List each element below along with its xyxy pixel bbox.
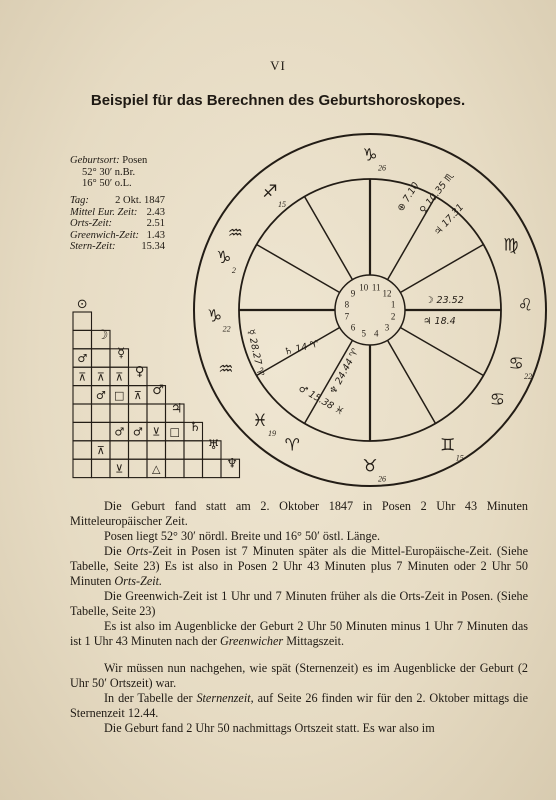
- paragraph: [70, 544, 528, 589]
- body-text: [70, 499, 528, 736]
- page-title: Beispiel für das Berechnen des Geburtshoroskopes.: [90, 92, 466, 109]
- aspect-cell: [92, 404, 111, 422]
- house-number: 6: [350, 322, 356, 333]
- aspect-cell: [92, 349, 111, 367]
- text-segment: -Zeit in Posen ist 7 Minuten später als die Mittel-Europäische-Zeit. (Siehe Tabelle, Seite 23) Es ist also in Posen 2 Uhr 43 Minuten plus 7 Minuten oder 2 Uhr 50 Minuten: [70, 544, 528, 588]
- text-segment: Die: [104, 544, 127, 558]
- aspect-cell: [184, 441, 203, 459]
- planet-position-label: ♆ 24.44 ♈: [327, 346, 362, 397]
- house-number: 4: [373, 328, 379, 339]
- planet-glyph: ♀: [134, 364, 145, 380]
- capricorn-icon: ♑: [362, 145, 378, 166]
- aspect-cell: [203, 459, 222, 477]
- house-number: 10: [359, 282, 369, 293]
- paragraph: [70, 589, 528, 619]
- time-label: Stern-Zeit:: [70, 241, 116, 252]
- aquarius-icon: ♒: [227, 223, 243, 244]
- text-segment: Orts: [126, 544, 149, 558]
- aspect-cell: [184, 459, 203, 477]
- planet-position-label: ⊕ 7.10: [395, 180, 422, 214]
- house-cusp-line: [400, 245, 483, 293]
- text-segment: Die Geburt fand 2 Uhr 50 nachmittags Ortszeit statt. Es war also im: [104, 721, 435, 735]
- aspect-symbol: □: [114, 388, 125, 402]
- planet-position-label: ♄ 14 ♈: [283, 338, 320, 358]
- aspect-cell: [147, 441, 166, 459]
- chapter-number: VI: [270, 58, 286, 73]
- sagittarius-icon: ♐: [262, 181, 278, 202]
- planet-position-label: ☽ 23.52: [425, 295, 464, 306]
- aspect-cell: [73, 386, 92, 404]
- planet-glyph: ♄: [189, 419, 201, 435]
- aspect-symbol: ♂: [114, 425, 125, 439]
- cusp-degree: 2: [231, 265, 236, 275]
- aspect-symbol: ⊼: [133, 388, 142, 402]
- paragraph: [70, 721, 528, 736]
- house-number: 11: [371, 282, 381, 293]
- leo-icon: ♌: [517, 295, 534, 316]
- time-label: Orts-Zeit:: [70, 218, 112, 229]
- cusp-degree: 19: [268, 428, 277, 438]
- cusp-degree: 22: [222, 324, 231, 334]
- text-segment: Mittagszeit.: [283, 634, 345, 648]
- house-number: 7: [344, 311, 350, 322]
- text-segment: Sternenzeit,: [196, 691, 254, 705]
- aspect-cell: [110, 441, 129, 459]
- aries-icon: ♈: [284, 435, 300, 456]
- planet-position-label: ♃ 17.31: [432, 201, 467, 239]
- aspect-symbol: ♂: [132, 425, 143, 439]
- house-number: 9: [350, 288, 356, 299]
- gemini-icon: ♊: [440, 435, 456, 456]
- latitude: 52° 30′ n.Br.: [82, 166, 136, 178]
- aspect-symbol: ♂: [95, 388, 106, 402]
- paragraph: [70, 619, 528, 649]
- text-segment: Die Geburt fand statt am 2. Oktober 1847 in Posen 2 Uhr 43 Minuten Mitteleuropäischer Zeit.: [70, 499, 528, 528]
- aquarius-icon: ♒: [218, 359, 234, 380]
- paragraph: [70, 691, 528, 721]
- aspect-symbol: ⊼: [96, 370, 105, 384]
- horoscope-wheel: [194, 134, 546, 486]
- aspect-symbol: ⊻: [115, 462, 124, 476]
- text-segment: Die Greenwich-Zeit ist 1 Uhr und 7 Minuten früher als die Orts-Zeit in Posen. (Siehe Tabelle, Seite 23): [70, 589, 528, 618]
- time-label: Greenwich-Zeit:: [70, 229, 140, 241]
- cusp-degree: 26: [378, 474, 386, 484]
- aspect-symbol: □: [169, 425, 180, 439]
- aspect-cell: [73, 441, 92, 459]
- paragraph: [70, 529, 528, 544]
- aspect-cell: [73, 404, 92, 422]
- aspect-cell: [73, 330, 92, 348]
- aspect-symbol: ⊻: [152, 425, 161, 439]
- capricorn-icon: ♑: [216, 247, 232, 268]
- cusp-degree: 22: [524, 372, 533, 382]
- aspect-cell: [147, 404, 166, 422]
- aspect-cell: [166, 459, 185, 477]
- planet-glyph: ♆: [226, 456, 238, 472]
- house-number: 1: [390, 299, 396, 310]
- cusp-degree: 15: [455, 453, 464, 463]
- aspect-symbol: ♂: [77, 352, 88, 366]
- text-segment: auf Seite 26 finden wir für den 2. Oktober mittags die Sternenzeit 12.44.: [70, 691, 528, 720]
- planet-position-label: ♂ 15.38 ♓: [296, 383, 346, 418]
- cancer-icon: ♋: [489, 390, 506, 411]
- text-segment: Wir müssen nun nachgehen, wie spät (Sternenzeit) es im Augenblicke der Geburt (2 Uhr 50′ Ortszeit) war.: [70, 661, 528, 690]
- aspect-cell: [110, 404, 129, 422]
- house-number: 2: [390, 311, 396, 322]
- place-value: Posen: [122, 155, 148, 166]
- text-segment: Greenwicher: [219, 634, 284, 648]
- aspect-cell: [73, 312, 92, 330]
- text-segment: Orts-Zeit.: [114, 574, 163, 588]
- capricorn-icon: ♑: [206, 306, 223, 327]
- time-value: 2.51: [146, 218, 165, 229]
- planet-position-label: ♀ 10.35 ♏: [417, 170, 457, 216]
- aspect-cell: [73, 459, 92, 477]
- taurus-icon: ♉: [362, 456, 378, 477]
- house-number: 5: [361, 328, 367, 339]
- house-number: 3: [384, 322, 390, 333]
- aspect-symbol: ⊼: [115, 370, 124, 384]
- aspect-cell: [166, 441, 185, 459]
- paragraph: [70, 499, 528, 529]
- text-segment: Es ist also im Augenblicke der Geburt 2 Uhr 50 Minuten minus 1 Uhr 7 Minuten das ist 1 Uhr 43 Minuten nach der: [70, 619, 528, 648]
- aspect-cell: [129, 459, 148, 477]
- time-value: 1.43: [146, 229, 165, 241]
- aspect-symbol: ⊼: [96, 444, 105, 458]
- inner-ring: [335, 275, 405, 345]
- text-segment: In der Tabelle der: [104, 691, 197, 705]
- planet-position-label: ☿ 28.27 ♈: [245, 328, 266, 378]
- house-number: 12: [382, 288, 392, 299]
- time-value: 15.34: [141, 241, 165, 252]
- aspect-symbol: ⊼: [78, 370, 87, 384]
- virgo-icon: ♍: [503, 235, 519, 256]
- cusp-degree: 15: [278, 199, 287, 209]
- aspect-cell: [73, 422, 92, 440]
- house-cusp-line: [257, 245, 340, 293]
- house-number: 8: [344, 299, 350, 310]
- planet-glyph: ☿: [117, 346, 126, 362]
- aspect-cell: [129, 404, 148, 422]
- pisces-icon: ♓: [252, 410, 268, 431]
- text-segment: Posen liegt 52° 30′ nördl. Breite und 16° 50′ östl. Länge.: [104, 529, 381, 543]
- aspect-symbol: △: [152, 462, 161, 476]
- aspect-cell: [92, 422, 111, 440]
- house-cusp-line: [388, 340, 436, 423]
- cusp-degree: 26: [378, 163, 386, 173]
- time-value: 2 Okt. 1847: [115, 195, 165, 206]
- paragraph: [70, 661, 528, 691]
- planet-glyph: ♅: [207, 438, 220, 454]
- house-cusp-line: [400, 328, 483, 376]
- longitude: 16° 50′ o.L.: [82, 178, 132, 189]
- planet-glyph: ☽: [96, 327, 109, 343]
- cancer-icon: ♋: [508, 354, 524, 375]
- house-cusp-line: [305, 197, 353, 280]
- planet-glyph: ♃: [170, 401, 183, 417]
- planet-position-label: ♃ 18.4: [423, 316, 456, 327]
- time-label: Mittel Eur. Zeit:: [70, 206, 138, 218]
- aspect-cell: [92, 459, 111, 477]
- planet-glyph: ⊙: [76, 297, 88, 312]
- aspect-cell: [129, 441, 148, 459]
- place-label: Geburtsort:: [70, 155, 120, 166]
- time-value: 2.43: [146, 206, 165, 218]
- planet-glyph: ♂: [152, 383, 164, 398]
- time-label: Tag:: [70, 195, 89, 206]
